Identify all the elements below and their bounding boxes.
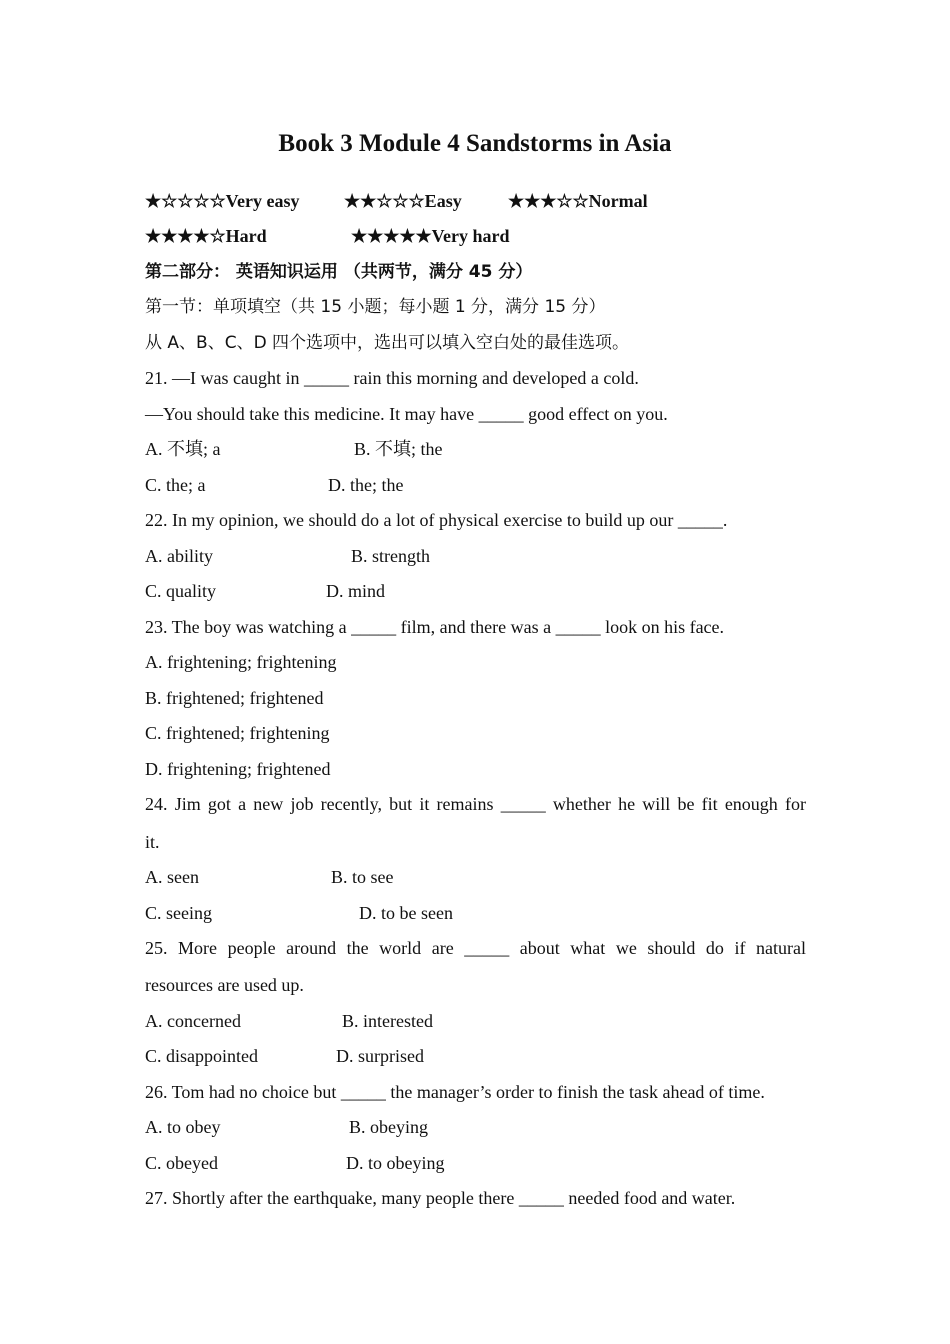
question-21-option-b: B. 不填; the [354, 439, 443, 459]
question-27-line-1: 27. Shortly after the earthquake, many people there _____ needed food and water. [145, 1188, 736, 1208]
question-26-option-b: B. obeying [349, 1117, 428, 1137]
question-23-option-b: B. frightened; frightened [145, 688, 324, 708]
question-26-option-a: A. to obey [145, 1117, 221, 1137]
question-24-option-a: A. seen [145, 867, 199, 887]
question-21-option-d: D. the; the [328, 475, 404, 495]
question-21-line-1: 21. —I was caught in _____ rain this morning and developed a cold. [145, 368, 639, 388]
section-heading: 第一节：单项填空（共 15 小题；每小题 1 分，满分 15 分） [145, 297, 606, 317]
question-24-line-2: it. [145, 832, 160, 852]
difficulty-easy: ★★☆☆☆Easy [344, 191, 462, 211]
difficulty-hard: ★★★★☆Hard [145, 226, 267, 246]
difficulty-normal: ★★★☆☆Normal [508, 191, 648, 211]
question-24-option-d: D. to be seen [359, 903, 453, 923]
question-21-option-c: C. the; a [145, 475, 206, 495]
instruction: 从 A、B、C、D 四个选项中，选出可以填入空白处的最佳选项。 [145, 333, 630, 353]
question-26-option-d: D. to obeying [346, 1153, 445, 1173]
question-24-option-b: B. to see [331, 867, 394, 887]
question-23-option-d: D. frightening; frightened [145, 759, 331, 779]
question-24-option-c: C. seeing [145, 903, 212, 923]
difficulty-very-easy: ★☆☆☆☆Very easy [145, 191, 300, 211]
difficulty-very-hard: ★★★★★Very hard [351, 226, 510, 246]
question-21-line-2: —You should take this medicine. It may have _____ good effect on you. [145, 404, 668, 424]
question-22-option-d: D. mind [326, 581, 386, 601]
question-23-option-c: C. frightened; frightening [145, 723, 330, 743]
question-22-option-c: C. quality [145, 581, 216, 601]
question-22-option-a: A. ability [145, 546, 213, 566]
question-25-option-a: A. concerned [145, 1011, 241, 1031]
question-21-option-a: A. 不填; a [145, 439, 221, 459]
question-22-option-b: B. strength [351, 546, 430, 566]
page-title: Book 3 Module 4 Sandstorms in Asia [278, 130, 672, 157]
question-25-option-d: D. surprised [336, 1046, 424, 1066]
question-23-line-1: 23. The boy was watching a _____ film, and there was a _____ look on his face. [145, 617, 725, 637]
question-25-line-2: resources are used up. [145, 975, 304, 995]
question-22-line-1: 22. In my opinion, we should do a lot of physical exercise to build up our _____. [145, 510, 728, 530]
question-24-line-1: 24. Jim got a new job recently, but it remains _____ whether he will be fit enough for [145, 794, 806, 814]
question-26-option-c: C. obeyed [145, 1153, 218, 1173]
question-25-option-c: C. disappointed [145, 1046, 258, 1066]
question-25-option-b: B. interested [342, 1011, 433, 1031]
part-heading: 第二部分： 英语知识运用 （共两节，满分 45 分） [145, 262, 533, 282]
question-26-line-1: 26. Tom had no choice but _____ the manager’s order to finish the task ahead of time. [145, 1082, 765, 1102]
question-25-line-1: 25. More people around the world are _____ about what we should do if natural [145, 938, 806, 958]
question-23-option-a: A. frightening; frightening [145, 652, 337, 672]
